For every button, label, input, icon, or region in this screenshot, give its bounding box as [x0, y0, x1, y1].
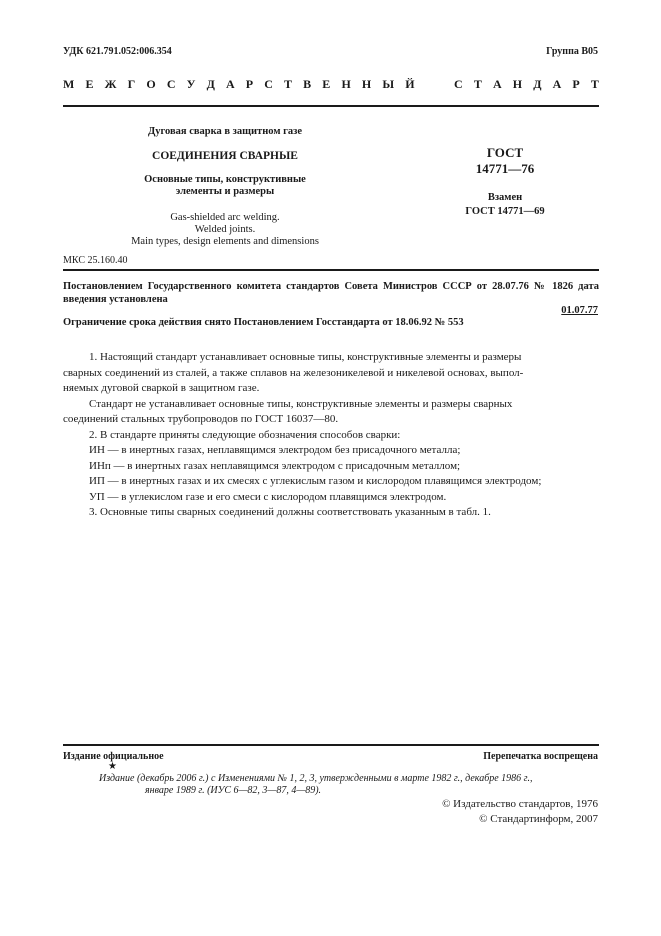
heading-letter: С: [454, 77, 463, 91]
replaces-block: [455, 191, 555, 219]
paragraph-line: ИН — в инертных газах, неплавящимся электродом без присадочного металла;: [89, 444, 461, 456]
edition-line: январе 1989 г. (ИУС 6—82, 3—87, 4—89).: [145, 785, 322, 796]
heading-letter: Д: [533, 77, 542, 91]
paragraph-line: 3. Основные типы сварных соединений должны соответствовать указанным в табл. 1.: [89, 506, 491, 518]
heading-letter: С: [166, 77, 176, 91]
heading-letter: Т: [284, 77, 293, 91]
heading-letter: Н: [341, 77, 351, 91]
title-subject: Дуговая сварка в защитном газе: [148, 126, 302, 137]
reprint-prohibited: Перепечатка воспрещена: [483, 751, 598, 762]
heading-letter: Р: [245, 77, 254, 91]
paragraph-line: 1. Настоящий стандарт устанавливает основные типы, конструктивные элементы и размеры: [89, 351, 522, 363]
paragraph-line: ИНп — в инертных газах неплавящимся электродом с присадочным металлом;: [89, 459, 461, 472]
english-line: Main types, design elements and dimensions: [131, 236, 319, 247]
top-divider: [63, 105, 599, 107]
title-block: [110, 126, 340, 248]
paragraph-line: няемых дуговой сваркой в защитном газе.: [63, 382, 260, 394]
edition-note: [99, 773, 589, 797]
heading-letter: Г: [127, 77, 136, 91]
mks-code: МКС 25.160.40: [63, 255, 128, 266]
heading-letter: Е: [322, 77, 331, 91]
copyright: [442, 797, 598, 826]
paragraph-line: УП — в углекислом газе и его смеси с кислородом плавящимся электродом.: [89, 490, 447, 503]
title-english: [110, 212, 340, 248]
heading-letter: С: [264, 77, 273, 91]
heading-letter: Д: [206, 77, 215, 91]
official-edition: Издание официальное: [63, 751, 164, 762]
subtitle-line: элементы и размеры: [175, 186, 275, 197]
english-line: Welded joints.: [194, 224, 256, 235]
gost-number: 14771—76: [475, 161, 535, 176]
heading-letter: О: [146, 77, 156, 91]
paragraph-line: соединений стальных трубопроводов по ГОСТ 16037—80.: [63, 413, 339, 425]
star-icon: ★: [108, 761, 117, 772]
heading-letter: Т: [473, 77, 482, 91]
paragraph-line: Стандарт не устанавливает основные типы, конструктивные элементы и размеры сварных: [89, 397, 513, 410]
paragraph-line: ИП — в инертных газах и их смесях с углекислым газом и кислородом плавящимся электродом;: [89, 475, 542, 487]
heading-letter: Н: [361, 77, 372, 91]
heading-letter: А: [492, 77, 502, 91]
gost-block: [455, 145, 555, 219]
copyright-line: © Издательство стандартов, 1976: [442, 798, 598, 810]
edition-line: Издание (декабрь 2006 г.) с Изменениями № 1, 2, 3, утвержденными в марте 1982 г., декабре 1986 г.,: [99, 773, 533, 784]
paragraph-line: 2. В стандарте приняты следующие обозначения способов сварки:: [89, 428, 401, 441]
heading-letter: Й: [405, 77, 415, 91]
heading-letter: Н: [512, 77, 523, 91]
middle-divider: [63, 269, 599, 271]
heading-letter: А: [225, 77, 235, 91]
heading-letter: А: [552, 77, 562, 91]
heading-letter: В: [303, 77, 312, 91]
heading-letter: Ы: [382, 77, 395, 91]
heading-gap: [440, 77, 443, 92]
body-text: [63, 350, 599, 521]
replaces-number: ГОСТ 14771—69: [465, 206, 545, 217]
replaces-label: Взамен: [487, 192, 523, 203]
heading-letter: Р: [572, 77, 580, 91]
subtitle-line: Основные типы, конструктивные: [144, 174, 306, 185]
paragraph-line: сварных соединений из сталей, а также сплавов на железоникелевой и никелевой основах, выпол-: [63, 366, 524, 379]
heading-letter: У: [186, 77, 196, 91]
decree-text: Постановлением Государственного комитета стандартов Совета Министров СССР от 28.07.76 № 1826 дата введения установлена: [63, 281, 599, 305]
effective-date: 01.07.77: [561, 305, 598, 316]
heading-letter: Ж: [104, 77, 117, 91]
english-line: Gas-shielded arc welding.: [170, 212, 280, 223]
heading-letter: М: [63, 77, 75, 91]
limit-text: Ограничение срока действия снято Постановлением Госстандарта от 18.06.92 № 553: [63, 317, 464, 328]
title-subtitle: [110, 174, 340, 198]
title-main: СОЕДИНЕНИЯ СВАРНЫЕ: [152, 150, 298, 162]
interstate-standard-heading: [63, 77, 599, 92]
heading-gap: [426, 77, 429, 92]
heading-letter: Т: [590, 77, 599, 91]
heading-letter: Е: [85, 77, 94, 91]
copyright-line: © Стандартинформ, 2007: [479, 812, 598, 825]
udk-code: УДК 621.791.052:006.354: [63, 46, 172, 57]
group-code: Группа В05: [546, 46, 598, 57]
footer-divider: [63, 744, 599, 746]
gost-label: ГОСТ: [486, 145, 524, 160]
